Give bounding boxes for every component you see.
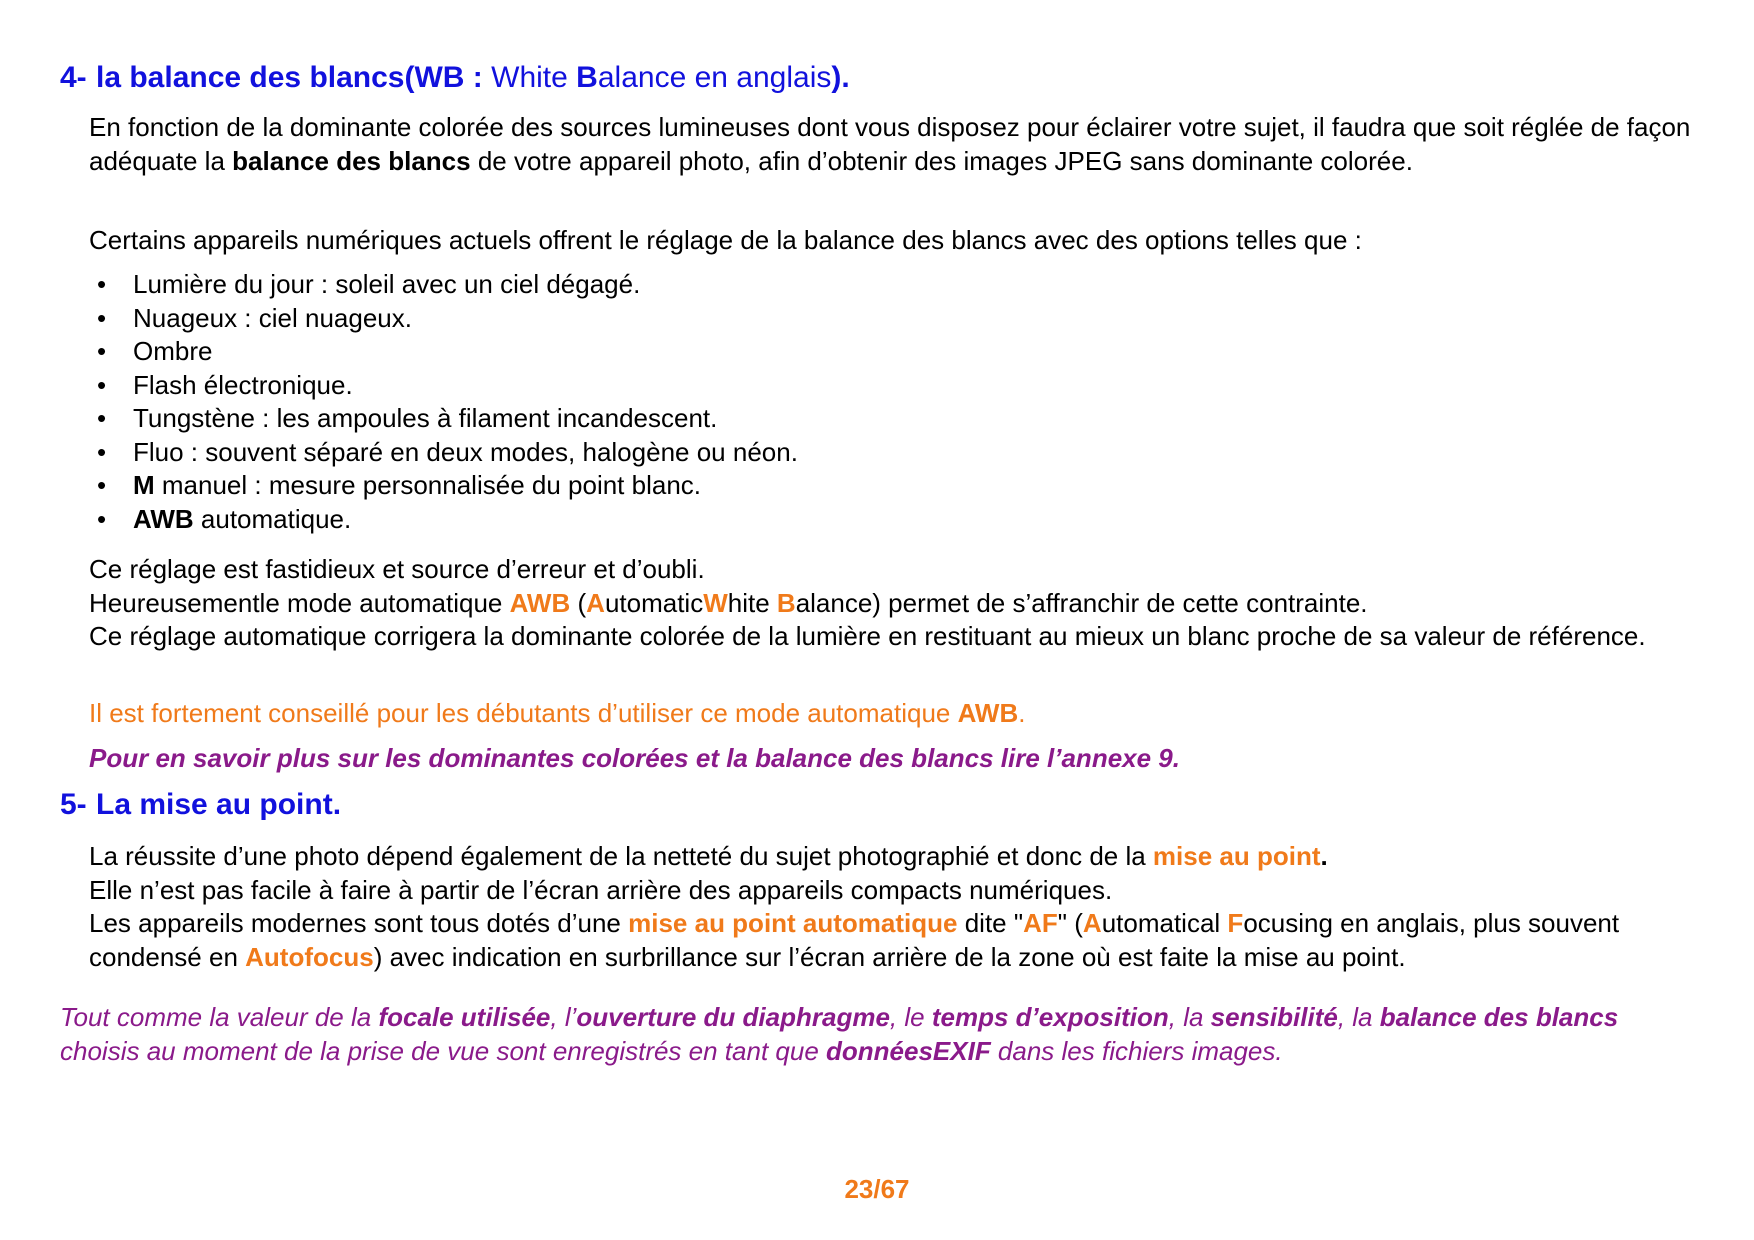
paragraph-awb [89,553,1709,654]
list-item: • Ombre [89,335,798,369]
section-4-title-alance: alance en anglais [597,61,832,94]
section-4-title-end: ). [831,61,850,94]
paragraph-focus [89,840,1709,974]
section-4-title-b: B [576,61,598,94]
list-item: • AWB automatique. [89,503,798,537]
bullet-icon: • [97,403,107,433]
paragraph-intro-text-end: de votre appareil photo, afin d’obtenir des images JPEG sans dominante colorée. [470,145,1413,176]
list-item: • Tungstène : les ampoules à filament incandescent. [89,402,798,436]
bullet-icon: • [97,336,107,366]
paragraph-options-text: Certains appareils numériques actuels offrent le réglage de la balance des blancs avec des options telles que : [89,225,1362,255]
section-5-title: La mise au point. [96,788,342,821]
list-item: • Fluo : souvent séparé en deux modes, halogène ou néon. [89,436,798,470]
exif-note: Tout comme la valeur de la focale utilisée, l’ouverture du diaphragme, le temps d’exposition, la sensibilité, la balance des blancs choisis au moment de la prise de vue sont enregistrés en tant que donnéesEXIF dans les fichiers images. [60,1002,1619,1066]
annex-reference-text: Pour en savoir plus sur les dominantes colorées et la balance des blancs lire l’annexe 9. [89,743,1180,773]
paragraph-focus-line1: La réussite d’une photo dépend également de la netteté du sujet photographié et donc de la mise au point. [89,841,1328,871]
paragraph-intro-bold: balance des blancs [232,145,471,176]
bullet-icon: • [97,436,107,467]
paragraph-awb-line1: Ce réglage est fastidieux et source d’erreur et d’oubli. [89,554,705,584]
bullet-icon: • [97,503,107,534]
annex-reference [89,742,1709,776]
bullet-icon: • [97,470,107,500]
paragraph-intro-text: En fonction de la dominante colorée des sources lumineuses dont vous disposez pour éclairer votre sujet, il faudra que soit réglée de façon adéquate la [89,112,1691,176]
section-4-number: 4- [60,61,87,94]
wb-options-list [89,268,798,536]
advice-note: Il est fortement conseillé pour les débutants d’utiliser ce mode automatique AWB. [89,698,1026,728]
section-4-title-part1: la balance des blancs(WB : [96,61,492,94]
awb-highlight: AWB [509,587,571,618]
advice-bold: AWB [957,698,1019,728]
paragraph-intro [89,111,1709,178]
paragraph-awb-line2: Heureusementle mode automatique AWB (AutomaticWhite Balance) permet de s’affranchir de cette contrainte. [89,587,1368,618]
list-item: • Flash électronique. [89,369,798,403]
section-4-title-hite: hite [519,61,577,94]
bullet-icon: • [97,269,107,299]
list-item: • Lumière du jour : soleil avec un ciel dégagé. [89,268,798,302]
section-5-number: 5- [60,788,87,821]
paragraph-options [89,224,1709,258]
paragraph-awb-line3: Ce réglage automatique corrigera la dominante colorée de la lumière en restituant au mieux un blanc proche de sa valeur de référence. [89,621,1646,651]
section-5-heading [60,788,341,822]
paragraph-focus-line3: Les appareils modernes sont tous dotés d’une mise au point automatique dite "AF" (Automatical Focusing en anglais, plus souvent condensé en Autofocus) avec indication en surbrillance sur l’écran arrière de la zone où est faite la mise au point. [89,908,1620,972]
bullet-icon: • [97,302,107,333]
advice-text: Il est fortement conseillé pour les débutants d’utiliser ce mode automatique [89,698,958,728]
section-4-title-w: W [491,61,520,94]
paragraph-focus-line2: Elle n’est pas facile à faire à partir de l’écran arrière des appareils compacts numériques. [89,874,1113,905]
list-item: • Nuageux : ciel nuageux. [89,302,798,336]
section-4-heading [60,61,850,95]
page-number: 23/67 [844,1174,910,1204]
bullet-icon: • [97,369,107,400]
list-item: • M manuel : mesure personnalisée du point blanc. [89,469,798,503]
